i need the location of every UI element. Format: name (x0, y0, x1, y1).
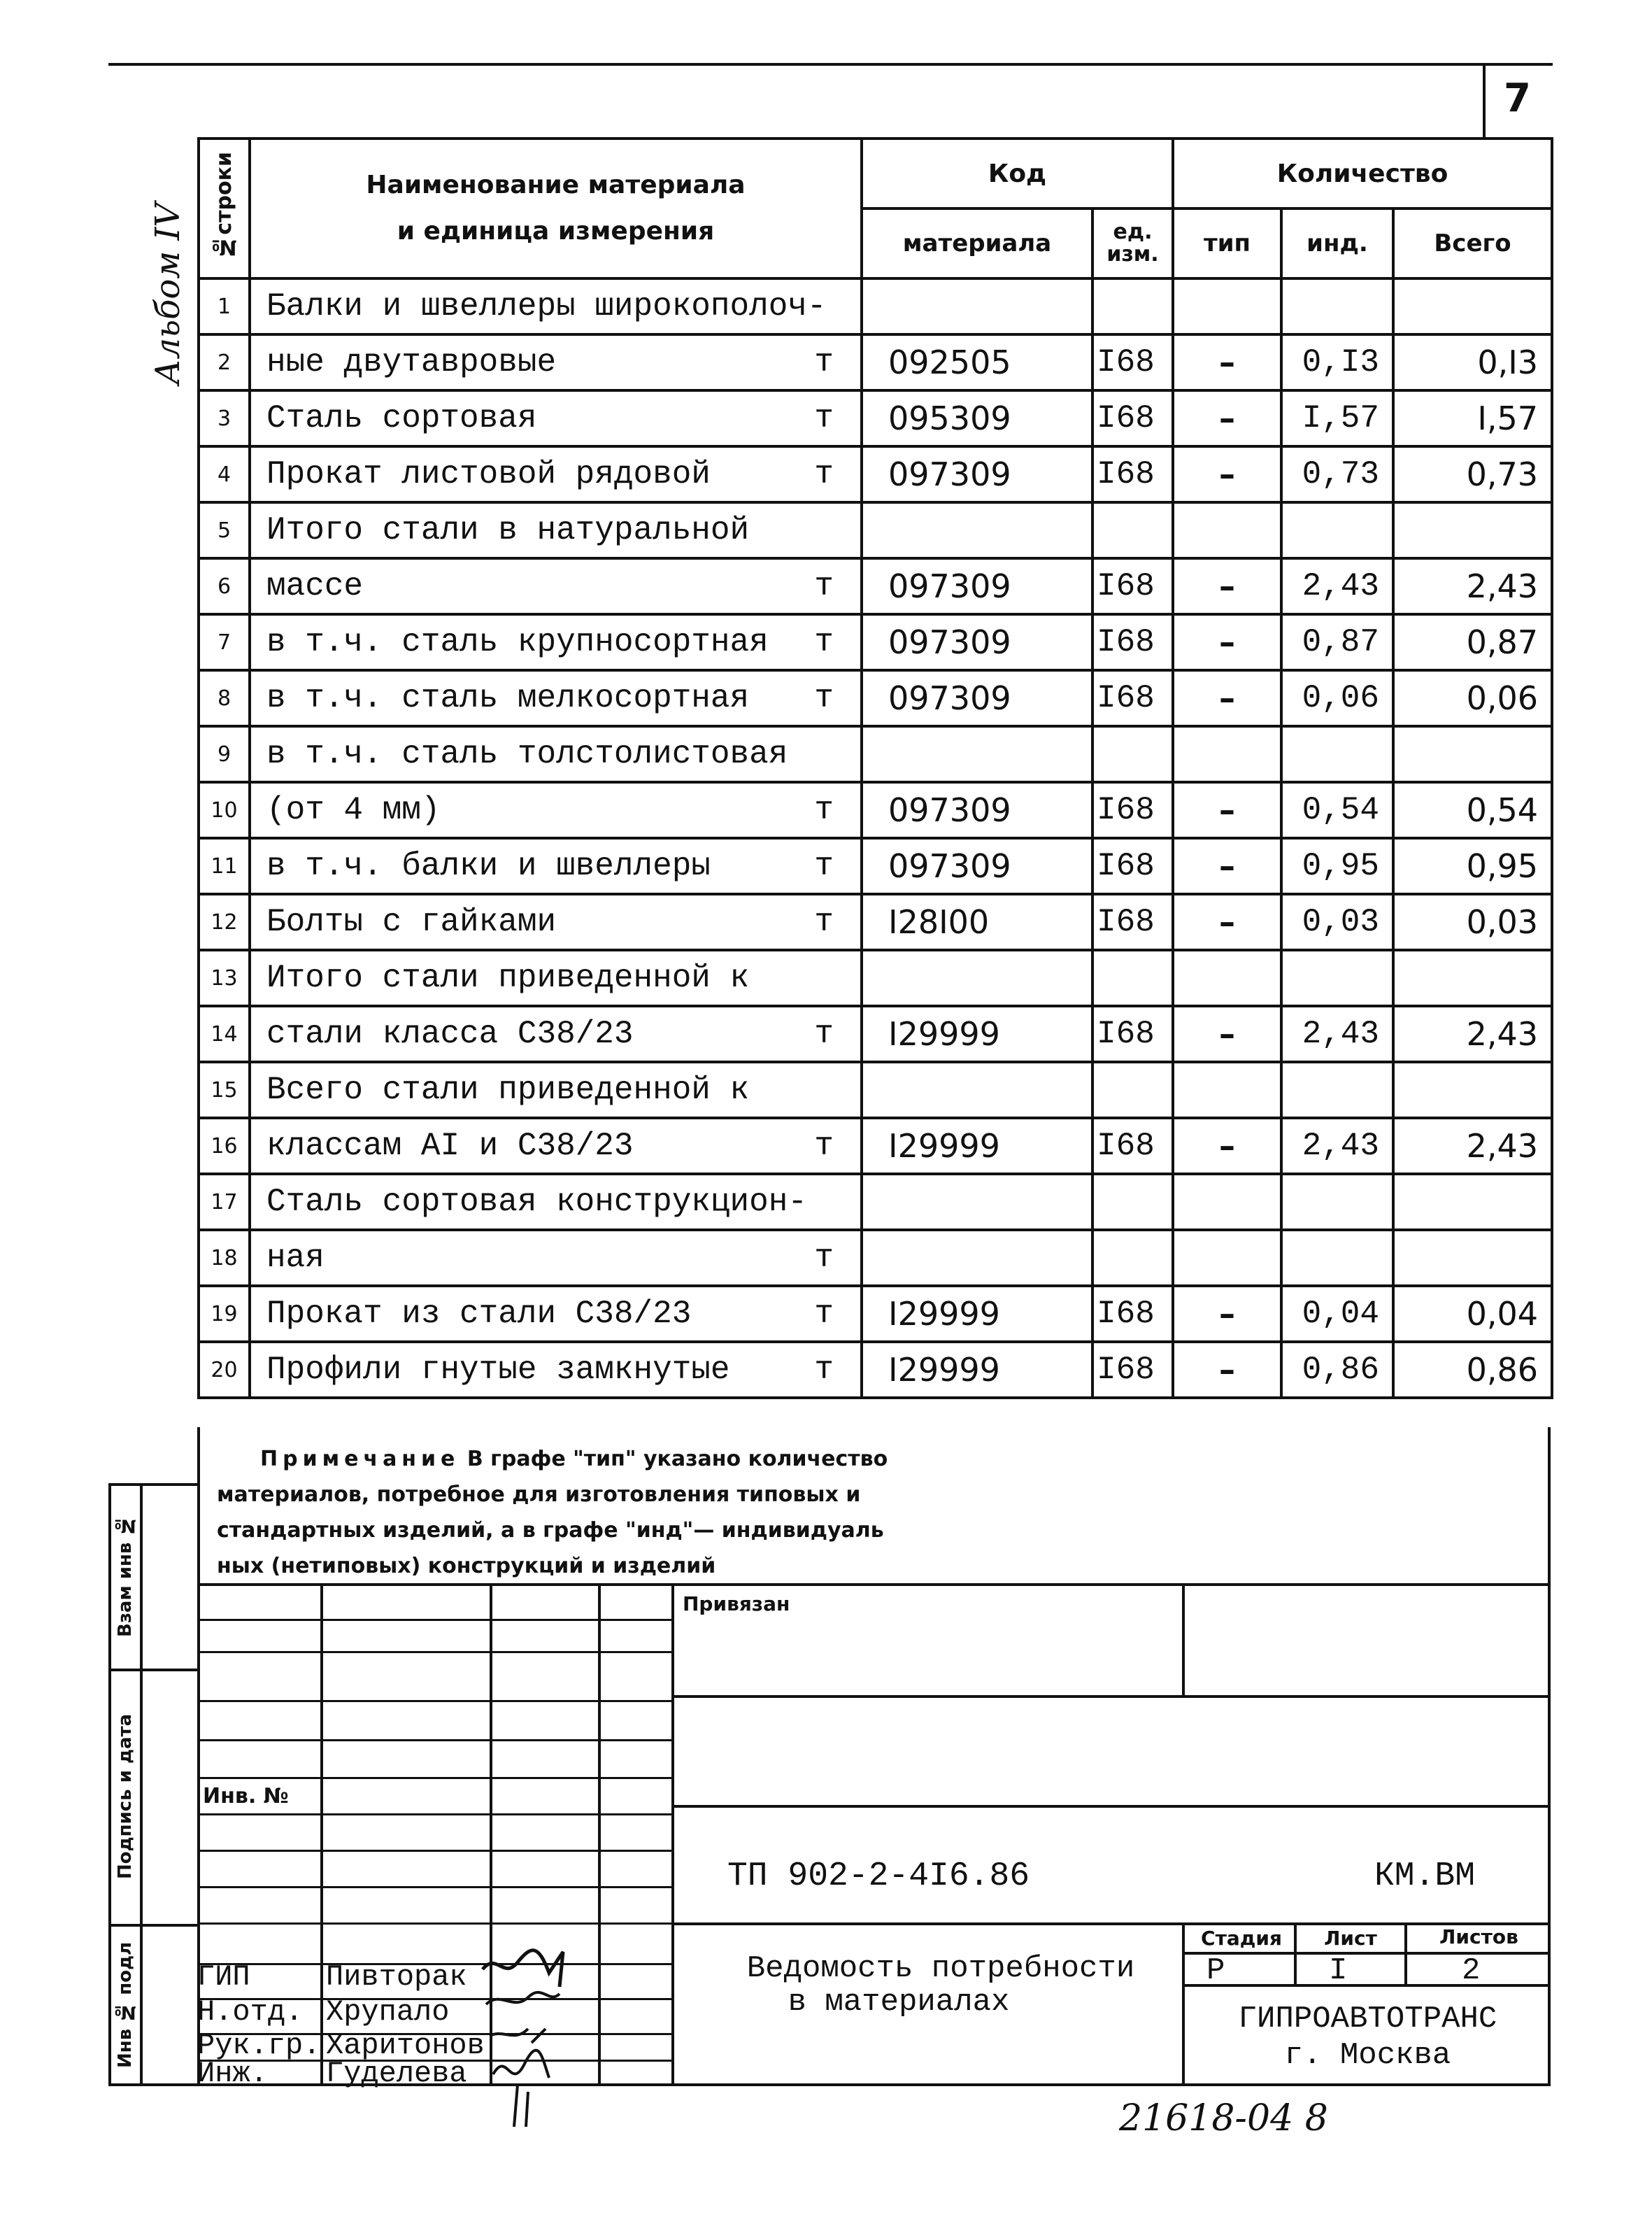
material-name (250, 726, 862, 782)
signature-1 (483, 1950, 563, 1987)
material-code: I29999 (862, 1342, 1092, 1398)
qty-type: – (1173, 390, 1281, 446)
material-name (250, 950, 862, 1006)
table-row (199, 1006, 1552, 1062)
row-number: 5 (199, 502, 250, 558)
table-row (199, 1118, 1552, 1174)
table-row (199, 558, 1552, 614)
table-row (199, 1062, 1552, 1118)
header-q-type: тип (1173, 208, 1281, 278)
row-number: 8 (199, 670, 250, 726)
tb-v5 (1182, 1583, 1185, 1695)
qty-type: – (1173, 614, 1281, 670)
tb-v4 (671, 1583, 674, 2085)
qty-ind (1281, 1062, 1393, 1118)
qty-total (1393, 950, 1552, 1006)
tb-h-privyazan (671, 1695, 1551, 1698)
qty-type: – (1173, 1286, 1281, 1342)
qty-ind: 0,73 (1281, 446, 1393, 502)
person-role-1: ГИП (197, 1960, 250, 1994)
unit-code: I68 (1092, 894, 1173, 950)
material-name-text: Болты с гайками (266, 904, 557, 940)
sheet-number: 7 (1504, 76, 1531, 121)
unit-code: I68 (1092, 558, 1173, 614)
note-line-3: стандартных изделий, а в графе "инд"— индивидуаль (217, 1518, 884, 1543)
table-row (199, 670, 1552, 726)
label-vzam-inv: Взам инв № (115, 1515, 136, 1638)
note-heading: Примечание (260, 1447, 460, 1471)
qty-total: 2,43 (1393, 558, 1552, 614)
note-line-4: ных (нетиповых) конструкций и изделий (217, 1554, 716, 1578)
qty-ind (1281, 278, 1393, 334)
table-row (199, 782, 1552, 838)
qty-total (1393, 1062, 1552, 1118)
row-number: 1 (199, 278, 250, 334)
qty-total: 2,43 (1393, 1118, 1552, 1174)
unit-code: I68 (1092, 670, 1173, 726)
stamp-left-hline-1 (108, 1483, 197, 1486)
qty-total: I,57 (1393, 390, 1552, 446)
material-name-text: ные двутавровые (266, 344, 557, 381)
material-name-text: Итого стали в натуральной (266, 512, 750, 548)
qty-ind: 0,95 (1281, 838, 1393, 894)
header-q-total: Всего (1393, 208, 1552, 278)
inv-no-label: Инв. № (203, 1784, 289, 1808)
row-number: 14 (199, 1006, 250, 1062)
table-row (199, 1230, 1552, 1286)
qty-type (1173, 1062, 1281, 1118)
unit-code (1092, 726, 1173, 782)
header-quantity: Количество (1173, 139, 1552, 208)
material-code (862, 1230, 1092, 1286)
material-name (250, 1006, 862, 1062)
material-name (250, 1174, 862, 1230)
material-name-text: в т.ч. балки и швеллеры (266, 848, 711, 884)
qty-total: 0,86 (1393, 1342, 1552, 1398)
material-name (250, 1342, 862, 1398)
org-name (1185, 2001, 1551, 2074)
material-name-text: Прокат из стали С38/23 (266, 1296, 692, 1332)
unit-code (1092, 950, 1173, 1006)
qty-type (1173, 278, 1281, 334)
qty-total (1393, 1174, 1552, 1230)
material-name-text: Сталь сортовая конструкцион- (266, 1184, 807, 1220)
sheet-value: I (1329, 1953, 1348, 1988)
header-code-material: материала (862, 208, 1092, 278)
qty-type: – (1173, 446, 1281, 502)
qty-type: – (1173, 894, 1281, 950)
tb-h-code (671, 1805, 1551, 1808)
material-unit: т (814, 848, 834, 884)
row-number: 3 (199, 390, 250, 446)
org-name-line-2: г. Москва (1284, 2038, 1451, 2073)
qty-ind: 0,87 (1281, 614, 1393, 670)
table-row (199, 1174, 1552, 1230)
unit-code: I68 (1092, 1342, 1173, 1398)
qty-total: 0,03 (1393, 894, 1552, 950)
qty-total: 0,73 (1393, 446, 1552, 502)
material-code (862, 502, 1092, 558)
material-unit: т (814, 904, 834, 940)
table-row (199, 446, 1552, 502)
row-number: 18 (199, 1230, 250, 1286)
material-name-text: классам АI и С38/23 (266, 1128, 634, 1164)
unit-code (1092, 1174, 1173, 1230)
tb-row-1 (197, 1619, 673, 1621)
material-unit: т (814, 400, 834, 437)
material-code: 092505 (862, 334, 1092, 390)
qty-ind: 0,86 (1281, 1342, 1393, 1398)
tb-row-7 (197, 1850, 673, 1852)
label-podpis-data: Подпись и дата (115, 1713, 136, 1880)
signature-3 (490, 2029, 546, 2043)
qty-type: – (1173, 1006, 1281, 1062)
qty-ind: 2,43 (1281, 1006, 1393, 1062)
signature-2 (486, 1992, 560, 2004)
doc-mark: КМ.ВМ (1374, 1857, 1476, 1895)
row-number: 4 (199, 446, 250, 502)
material-name-text: Итого стали приведенной к (266, 960, 750, 996)
qty-type: – (1173, 1118, 1281, 1174)
unit-code (1092, 502, 1173, 558)
header-row-no (199, 139, 250, 278)
qty-ind: 2,43 (1281, 558, 1393, 614)
row-number: 19 (199, 1286, 250, 1342)
qty-total (1393, 502, 1552, 558)
note-line-1: В графе "тип" указано количество (467, 1447, 888, 1471)
unit-code: I68 (1092, 390, 1173, 446)
material-code (862, 726, 1092, 782)
row-number: 20 (199, 1342, 250, 1398)
material-code: 097309 (862, 838, 1092, 894)
signatures (476, 1924, 643, 2134)
material-name (250, 614, 862, 670)
unit-code: I68 (1092, 1118, 1173, 1174)
material-name (250, 334, 862, 390)
table-row (199, 838, 1552, 894)
album-margin-note: Альбом IV (148, 203, 187, 385)
table-row (199, 1342, 1552, 1398)
qty-ind (1281, 950, 1393, 1006)
qty-ind: 2,43 (1281, 1118, 1393, 1174)
qty-type: – (1173, 782, 1281, 838)
material-code: I29999 (862, 1006, 1092, 1062)
sheet-number-box-rule (1483, 64, 1486, 137)
row-number: 15 (199, 1062, 250, 1118)
header-q-ind: инд. (1281, 208, 1393, 278)
tb-top (197, 1583, 1551, 1586)
row-number: 6 (199, 558, 250, 614)
doc-code: ТП 902-2-4I6.86 (727, 1857, 1030, 1895)
qty-total: 0,I3 (1393, 334, 1552, 390)
unit-code (1092, 1230, 1173, 1286)
unit-code (1092, 278, 1173, 334)
material-name (250, 278, 862, 334)
material-name-text: Прокат листовой рядовой (266, 456, 711, 493)
qty-total: 2,43 (1393, 1006, 1552, 1062)
qty-type (1173, 1174, 1281, 1230)
material-unit: т (814, 1240, 834, 1276)
person-role-2: Н.отд. (197, 1995, 304, 2029)
material-code: 097309 (862, 558, 1092, 614)
material-code (862, 950, 1092, 1006)
material-name (250, 894, 862, 950)
material-unit: т (814, 1296, 834, 1332)
qty-total: 0,06 (1393, 670, 1552, 726)
qty-ind: 0,54 (1281, 782, 1393, 838)
unit-code: I68 (1092, 1006, 1173, 1062)
material-code (862, 1062, 1092, 1118)
qty-type: – (1173, 558, 1281, 614)
material-name-text: (от 4 мм) (266, 792, 441, 828)
row-number: 16 (199, 1118, 250, 1174)
qty-type: – (1173, 838, 1281, 894)
stamp-left-vline-outer (108, 1483, 111, 2085)
note-line-2: материалов, потребное для изготовления типовых и (217, 1482, 861, 1507)
sheets-value: 2 (1462, 1953, 1481, 1988)
qty-total: 0,54 (1393, 782, 1552, 838)
qty-total (1393, 1230, 1552, 1286)
material-name-text: Сталь сортовая (266, 400, 537, 437)
stage-label: Стадия (1201, 1927, 1282, 1950)
material-code: I29999 (862, 1286, 1092, 1342)
material-name (250, 446, 862, 502)
stamp-left-hline-2 (108, 1669, 197, 1671)
person-name-4: Гуделева (326, 2057, 467, 2090)
table-row (199, 334, 1552, 390)
table-row (199, 950, 1552, 1006)
materials-table (197, 137, 1553, 1399)
material-code: 097309 (862, 614, 1092, 670)
material-code: I28I00 (862, 894, 1092, 950)
qty-total (1393, 726, 1552, 782)
qty-total: 0,95 (1393, 838, 1552, 894)
qty-ind (1281, 502, 1393, 558)
sheets-label: Листов (1439, 1925, 1518, 1948)
row-number: 17 (199, 1174, 250, 1230)
person-role-3: Рук.гр. (197, 2029, 321, 2062)
material-name (250, 502, 862, 558)
doc-title-line-2: в материалах (788, 1985, 1010, 2020)
tb-row-5 (197, 1777, 673, 1779)
row-number: 2 (199, 334, 250, 390)
row-number: 10 (199, 782, 250, 838)
qty-ind (1281, 726, 1393, 782)
person-role-4: Инж. (197, 2057, 268, 2090)
material-unit: т (814, 624, 834, 660)
signature-4 (493, 2051, 549, 2127)
stamp-left-vline-inner (140, 1483, 143, 2085)
tb-h-stage (1182, 1952, 1551, 1955)
table-row (199, 278, 1552, 334)
table-row (199, 390, 1552, 446)
header-name-line-1: Наименование материала (366, 171, 746, 199)
material-unit: т (814, 344, 834, 381)
material-unit: т (814, 680, 834, 716)
material-unit: т (814, 1352, 834, 1388)
material-name (250, 838, 862, 894)
qty-ind: 0,04 (1281, 1286, 1393, 1342)
header-code-unit: ед. изм. (1092, 208, 1173, 278)
qty-ind: 0,I3 (1281, 334, 1393, 390)
row-number: 11 (199, 838, 250, 894)
material-unit: т (814, 1128, 834, 1164)
unit-code: I68 (1092, 1286, 1173, 1342)
material-code: 097309 (862, 670, 1092, 726)
qty-type (1173, 726, 1281, 782)
qty-ind: I,57 (1281, 390, 1393, 446)
tb-row-8 (197, 1886, 673, 1888)
top-rule (108, 63, 1553, 66)
person-name-1: Пивторак (326, 1960, 467, 1994)
row-number: 9 (199, 726, 250, 782)
header-row-no-label: №строки (212, 151, 236, 260)
qty-ind (1281, 1174, 1393, 1230)
qty-total (1393, 278, 1552, 334)
material-name-text: Балки и швеллеры широкополоч- (266, 288, 827, 325)
qty-type (1173, 950, 1281, 1006)
qty-ind (1281, 1230, 1393, 1286)
note (217, 1441, 1056, 1584)
material-code: I29999 (862, 1118, 1092, 1174)
material-code: 095309 (862, 390, 1092, 446)
header-code: Код (862, 139, 1173, 208)
unit-code: I68 (1092, 782, 1173, 838)
person-name-3: Харитонов (326, 2029, 485, 2062)
material-code: 097309 (862, 782, 1092, 838)
tb-row-6 (197, 1813, 673, 1815)
row-number: 13 (199, 950, 250, 1006)
row-number: 7 (199, 614, 250, 670)
tb-v1 (320, 1583, 323, 2085)
table-row (199, 614, 1552, 670)
material-name (250, 1286, 862, 1342)
footer-number: 21618-04 8 (1119, 2097, 1328, 2139)
table-row (199, 726, 1552, 782)
material-name-text: в т.ч. сталь толстолистовая (266, 736, 788, 772)
material-unit: т (814, 456, 834, 493)
material-code: 097309 (862, 446, 1092, 502)
tb-row-3 (197, 1700, 673, 1702)
material-code (862, 278, 1092, 334)
stamp-left-hline-3 (108, 1924, 197, 1927)
org-name-line-1: ГИПРОАВТОТРАНС (1238, 2002, 1497, 2037)
material-name-text: массе (266, 568, 364, 604)
material-name-text: Профили гнутые замкнутые (266, 1352, 730, 1388)
row-number: 12 (199, 894, 250, 950)
tb-row-4 (197, 1739, 673, 1741)
material-name-text: в т.ч. сталь мелкосортная (266, 680, 750, 716)
doc-title (699, 1952, 1182, 2019)
material-unit: т (814, 568, 834, 604)
qty-type: – (1173, 1342, 1281, 1398)
person-name-2: Хрупало (326, 1995, 450, 2029)
material-name (250, 1118, 862, 1174)
qty-type: – (1173, 334, 1281, 390)
material-name (250, 1062, 862, 1118)
label-inv-podl: Инв № подл (115, 1941, 136, 2068)
material-unit: т (814, 1016, 834, 1052)
table-row (199, 894, 1552, 950)
unit-code: I68 (1092, 838, 1173, 894)
material-name (250, 670, 862, 726)
header-name-line-2: и единица измерения (397, 217, 715, 246)
unit-code (1092, 1062, 1173, 1118)
material-name (250, 558, 862, 614)
material-name-text: стали класса С38/23 (266, 1016, 634, 1052)
material-name-text: Всего стали приведенной к (266, 1072, 750, 1108)
sheet-label: Лист (1324, 1927, 1377, 1950)
unit-code: I68 (1092, 334, 1173, 390)
material-name (250, 390, 862, 446)
qty-type (1173, 502, 1281, 558)
material-name-text: ная (266, 1240, 325, 1276)
qty-type: – (1173, 670, 1281, 726)
qty-total: 0,04 (1393, 1286, 1552, 1342)
material-unit: т (814, 792, 834, 828)
material-name-text: в т.ч. сталь крупносортная (266, 624, 769, 660)
tb-row-2 (197, 1651, 673, 1653)
material-name (250, 782, 862, 838)
doc-title-line-1: Ведомость потребности (746, 1951, 1135, 1986)
qty-ind: 0,03 (1281, 894, 1393, 950)
table-row (199, 502, 1552, 558)
unit-code: I68 (1092, 446, 1173, 502)
table-row (199, 1286, 1552, 1342)
privyazan-label: Привязан (683, 1592, 790, 1615)
tb-h-stage2 (1182, 1984, 1551, 1987)
qty-total: 0,87 (1393, 614, 1552, 670)
qty-type (1173, 1230, 1281, 1286)
stage-value: Р (1206, 1953, 1225, 1988)
unit-code: I68 (1092, 614, 1173, 670)
qty-ind: 0,06 (1281, 670, 1393, 726)
frame-bottom (108, 2083, 1551, 2086)
material-code (862, 1174, 1092, 1230)
header-name (250, 139, 862, 278)
material-name (250, 1230, 862, 1286)
